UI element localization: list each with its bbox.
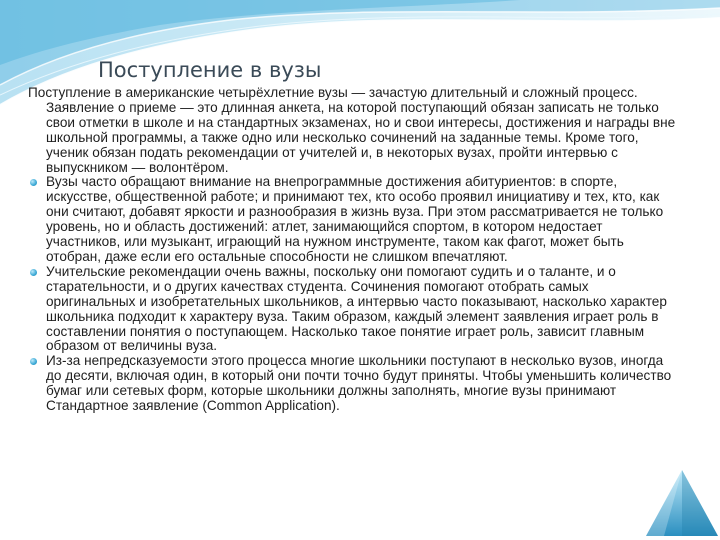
bullet-text: Из-за непредсказуемости этого процесса многие школьники поступают в несколько вузов, иногда до десяти, включая один, в который они почти точно будут приняты. Чтобы уменьшить количество бумаг или сетевых форм, которые школьники должны заполнять, многие вузы принимают Стандартное заявление (Common Application). [46, 353, 672, 414]
slide-content [28, 86, 678, 414]
bullet-list [28, 175, 678, 414]
bullet-text: Вузы часто обращают внимание на внепрограммные достижения абитуриентов: в спорте, искусстве, общественной работе; и принимают тех, кто особо проявил инициативу и тех, кто, как они считают, добавят яркости и разнообразия в жизнь вуза. При этом рассматривается не только уровень, но и область достижений: атлет, занимающийся спортом, в котором недостает участников, или музыкант, играющий на нужном инструменте, таком как фагот, может быть отобран, даже если его остальные способности не слишком впечатляют. [46, 174, 664, 264]
slide-title: Поступление в вузы [98, 58, 322, 82]
lead-paragraph: Поступление в американские четырёхлетние вузы — зачастую длительный и сложный процесс. Заявление о приеме — это длинная анкета, на которой поступающий обязан записать не только свои отметки в школе и на стандартных экзаменах, но и свои интересы, достижения и награды вне школьной программы, а также одно или несколько сочинений на заданные темы. Кроме того, ученик обязан подать рекомендации от учителей и, в некоторых вузах, пройти интервью с выпускником — волонтёром. [28, 85, 676, 175]
bullet-item [28, 354, 678, 414]
bullet-text: Учительские рекомендации очень важны, поскольку они помогают судить и о таланте, и о старательности, и о других качествах студента. Сочинения помогают отобрать самых оригинальных и изобретательных школьников, а интервью часто показывают, насколько характер школьника подходит к характеру вуза. Таким образом, каждый элемент заявления играет роль в составлении понятия о поступающем. Насколько такое понятие играет роль, зависит главным образом от величины вуза. [46, 263, 667, 354]
bullet-item [28, 175, 678, 264]
bullet-point-icon [30, 179, 37, 186]
bullet-point-icon [30, 269, 37, 276]
corner-triangle-decoration [620, 460, 720, 540]
bullet-point-icon [30, 358, 37, 365]
bullet-item [28, 265, 678, 354]
